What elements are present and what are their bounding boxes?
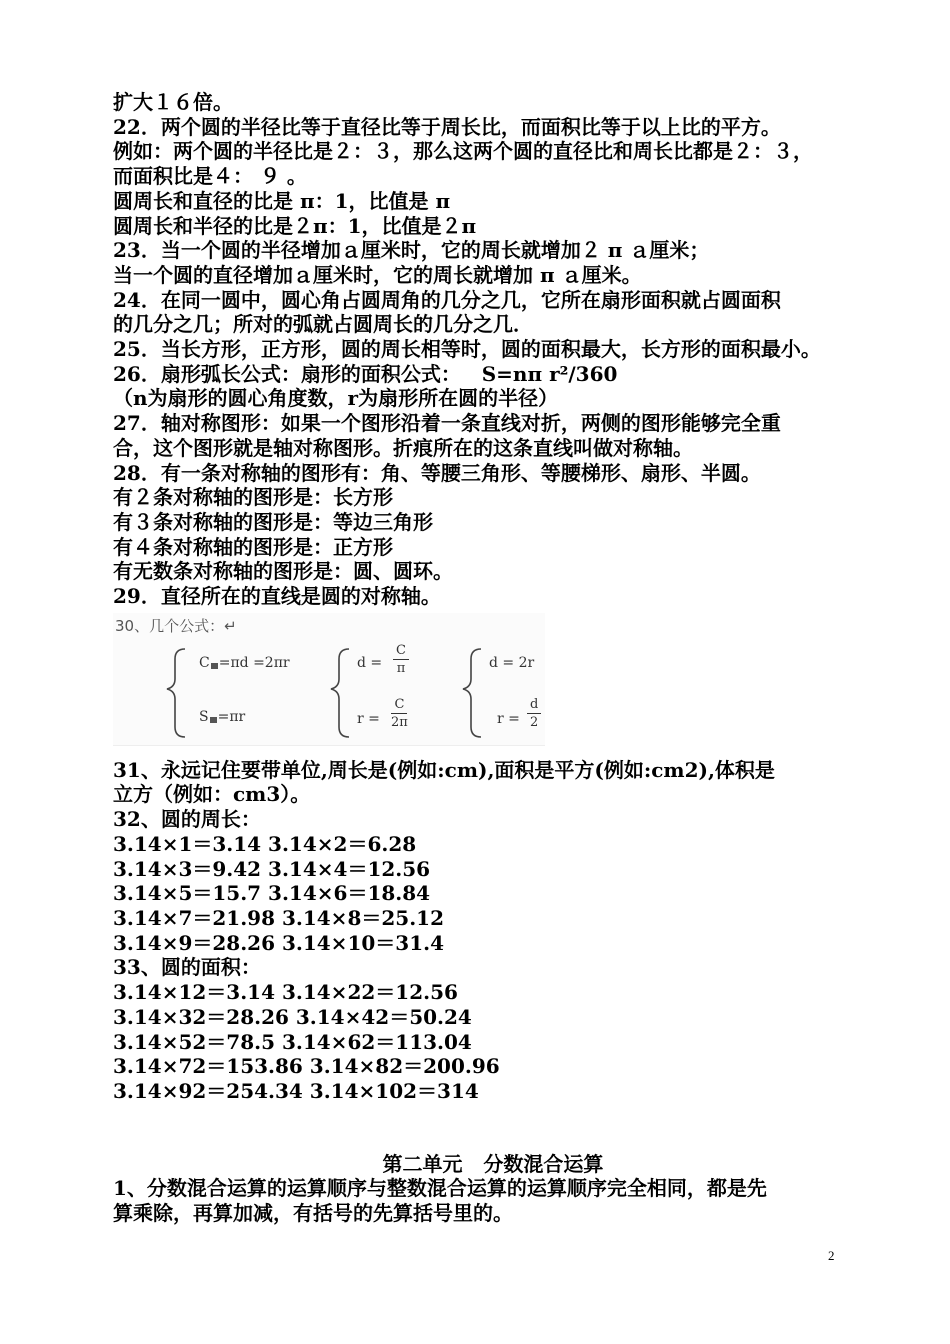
page-number: 2 xyxy=(828,1248,835,1263)
text-line: 有３条对称轴的图形是：等边三角形 xyxy=(113,509,433,534)
text-line: 22．两个圆的半径比等于直径比等于周长比，而面积比等于以上比的平方。 xyxy=(113,114,781,139)
text-line: 28．有一条对称轴的图形有：角、等腰三角形、等腰梯形、扇形、半圆。 xyxy=(113,460,761,485)
brace-lines xyxy=(113,613,545,745)
text-line: 23．当一个圆的半径增加ａ厘米时，它的周长就增加２ π ａ厘米； xyxy=(113,238,710,263)
text-line: 25．当长方形，正方形，圆的周长相等时，圆的面积最大，长方形的面积最小。 xyxy=(113,337,821,362)
text-line: 26．扇形弧长公式：扇形的面积公式： S=nπ r²/360 xyxy=(113,361,618,386)
text-line: 有４条对称轴的图形是：正方形 xyxy=(113,534,393,559)
text-line: 3.14×32＝28.26 3.14×42＝50.24 xyxy=(113,1004,472,1029)
formula-title: 30、几个公式：↵ xyxy=(115,616,237,635)
text-line: 1、分数混合运算的运算顺序与整数混合运算的运算顺序完全相同，都是先 xyxy=(113,1176,767,1201)
text-line: 当一个圆的直径增加ａ厘米时，它的周长就增加 π ａ厘米。 xyxy=(113,262,642,287)
radius-formula-left: r = xyxy=(357,710,380,727)
diameter-fraction: $\frac{C}{\pi}$ xyxy=(393,643,409,676)
text-line: （n为扇形的圆心角度数，r为扇形所在圆的半径） xyxy=(113,386,559,411)
text-line: 扩大１６倍。 xyxy=(113,90,233,114)
page-content xyxy=(113,90,853,1226)
text-line: 3.14×92＝254.34 3.14×102＝314 xyxy=(113,1078,479,1103)
text-line: 3.14×1＝3.14 3.14×2＝6.28 xyxy=(113,831,417,856)
text-line: 27．轴对称图形：如果一个图形沿着一条直线对折，两侧的图形能够完全重 xyxy=(113,411,781,436)
radius-fraction: $\frac{C}{2\pi}$ xyxy=(391,696,408,730)
text-line: 而面积比是４： ９ 。 xyxy=(113,164,307,189)
section-heading: 第二单元 分数混合运算 xyxy=(382,1151,604,1176)
text-line: 的几分之几；所对的弧就占圆周长的几分之几． xyxy=(113,312,533,337)
text-line: 3.14×12＝3.14 3.14×22＝12.56 xyxy=(113,980,458,1005)
diameter-radius-formula: d = 2r xyxy=(489,654,535,671)
text-line: 例如：两个圆的半径比是２：３，那么这两个圆的直径比和周长比都是２：３， xyxy=(113,139,813,164)
text-line: 有无数条对称轴的图形是：圆、圆环。 xyxy=(113,559,453,584)
subscript-mark-icon xyxy=(211,663,218,669)
subscript-mark-icon xyxy=(210,717,217,723)
diameter-formula-left: d = xyxy=(357,654,383,671)
text-line: 3.14×7＝21.98 3.14×8＝25.12 xyxy=(113,905,444,930)
text-line: 圆周长和半径的比是２π：1，比值是２π xyxy=(113,213,477,238)
text-line: 立方（例如：cm3）。 xyxy=(113,782,311,807)
text-line: 32、圆的周长： xyxy=(113,807,261,832)
text-line: 29．直径所在的直线是圆的对称轴。 xyxy=(113,584,441,609)
text-line: 3.14×5＝15.7 3.14×6＝18.84 xyxy=(113,881,431,906)
text-line: 33、圆的面积： xyxy=(113,955,261,980)
text-line: 有２条对称轴的图形是：长方形 xyxy=(113,485,393,510)
section-c xyxy=(113,1176,853,1225)
section-b xyxy=(113,758,853,1104)
brace-middle-icon xyxy=(331,649,349,737)
text-line: 3.14×3＝9.42 3.14×4＝12.56 xyxy=(113,856,431,881)
section-a xyxy=(113,90,853,609)
text-line: 3.14×9＝28.26 3.14×10＝31.4 xyxy=(113,930,444,955)
radius-diameter-left: r = xyxy=(497,710,520,727)
text-line: 24．在同一圆中，圆心角占圆周角的几分之几，它所在扇形面积就占圆面积 xyxy=(113,287,781,312)
text-line: 合，这个图形就是轴对称图形。折痕所在的这条直线叫做对称轴。 xyxy=(113,435,693,460)
text-line: 算乘除，再算加减，有括号的先算括号里的。 xyxy=(113,1201,513,1226)
area-formula: S =πr xyxy=(199,708,246,725)
circumference-formula: C =πd =2πr xyxy=(199,654,290,671)
text-line: 3.14×72＝153.86 3.14×82＝200.96 xyxy=(113,1054,500,1079)
text-line: 圆周长和直径的比是 π：1，比值是 π xyxy=(113,188,451,213)
formula-image xyxy=(113,613,545,746)
text-line: 3.14×52＝78.5 3.14×62＝113.04 xyxy=(113,1029,472,1054)
brace-left-icon xyxy=(167,649,185,737)
brace-right-icon xyxy=(463,649,481,737)
text-line: 31、永远记住要带单位,周长是(例如:cm),面积是平方(例如:cm2),体积是 xyxy=(113,757,775,782)
radius-diameter-fraction: $\frac{d}{2}$ xyxy=(527,697,541,730)
